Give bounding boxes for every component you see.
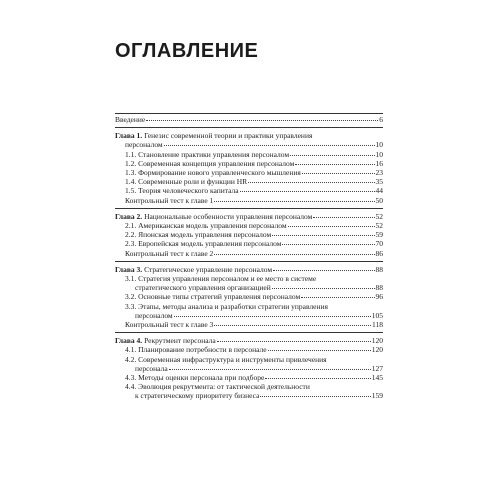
entry-title: 4.1. Планирование потребности в персонале	[125, 345, 267, 355]
entry-page: 127	[371, 363, 383, 373]
entry-title: персоналом	[135, 310, 173, 320]
entry-title: персонала	[135, 363, 168, 373]
top-rule	[115, 113, 383, 114]
toc-entry-1-2	[115, 159, 383, 168]
chapter-label: Глава 3.	[115, 264, 143, 274]
toc-entry-4-2	[115, 364, 383, 373]
entry-page: 105	[371, 310, 383, 320]
leader-dots	[169, 368, 371, 370]
toc-entry-4-3	[115, 373, 383, 382]
leader-dots	[164, 144, 375, 146]
leader-dots	[295, 163, 374, 165]
entry-page: 50	[375, 195, 383, 205]
entry-page: 120	[371, 345, 383, 355]
entry-title: к стратегическому приоритету бизнеса	[135, 391, 260, 401]
leader-dots	[214, 253, 374, 255]
chapter-3-title	[115, 265, 383, 274]
entry-title: Введение	[115, 115, 146, 124]
toc-entry-3-3-line1: 3.3. Этапы, методы анализа и разработки стратегии управления	[125, 301, 328, 311]
leader-dots	[265, 377, 370, 379]
chapter-title-line2: персоналом	[125, 140, 163, 150]
toc-entry-4-2-line1: 4.2. Современная инфраструктура и инструменты привлечения	[125, 354, 327, 364]
leader-dots	[214, 200, 374, 202]
leader-dots	[301, 296, 374, 298]
chapter-label: Глава 1.	[115, 131, 143, 141]
leader-dots	[214, 324, 371, 326]
chapter-1-title-cont	[115, 140, 383, 149]
entry-page: 145	[371, 373, 383, 383]
toc-entry-4-1	[115, 345, 383, 354]
toc-entry-4-4-line1: 4.4. Эволюция рекрутмента: от тактической деятельности	[125, 382, 310, 392]
toc-entry-intro	[115, 115, 383, 124]
entry-page: 35	[375, 177, 383, 187]
entry-page: 10	[375, 140, 383, 150]
toc-entry-3-1	[115, 283, 383, 292]
entry-page: 52	[375, 211, 383, 221]
section-rule	[115, 208, 383, 209]
toc-entry-3-1-line1: 3.1. Стратегия управления персоналом и ее место в системе	[125, 274, 317, 284]
toc-entry-2-2	[115, 230, 383, 239]
entry-page: 96	[375, 292, 383, 302]
entry-page: 88	[375, 264, 383, 274]
chapter-1-title	[115, 131, 383, 140]
entry-title: 1.1. Становление практики управления персоналом	[125, 149, 290, 159]
entry-title: 2.3. Европейская модель управления персоналом	[125, 239, 282, 249]
leader-dots	[302, 172, 375, 174]
leader-dots	[272, 287, 375, 289]
toc-entry-2-3	[115, 239, 383, 248]
entry-title: Контрольный тест к главе 1	[125, 195, 214, 205]
chapter-2-title	[115, 212, 383, 221]
leader-dots	[240, 190, 375, 192]
entry-title: 2.1. Американская модель управления персоналом	[125, 221, 287, 231]
chapter-label: Глава 2.	[115, 211, 143, 221]
leader-dots	[290, 154, 374, 156]
toc-entry-3-2	[115, 292, 383, 301]
toc-entry-test-2	[115, 249, 383, 258]
leader-dots	[146, 119, 378, 121]
entry-page: 59	[375, 230, 383, 240]
entry-page: 159	[371, 391, 383, 401]
page-title: ОГЛАВЛЕНИЕ	[115, 40, 259, 62]
toc-entry-test-3	[115, 320, 383, 329]
toc-entry-3-3	[115, 311, 383, 320]
chapter-title: Рекрутмент персонала	[144, 336, 216, 346]
chapter-4-title	[115, 336, 383, 345]
toc-entry-1-1	[115, 150, 383, 159]
leader-dots	[272, 234, 374, 236]
entry-title: 1.4. Современные роли и функции HR	[125, 177, 248, 187]
chapter-label: Глава 4.	[115, 336, 143, 346]
entry-title: 3.2. Основные типы стратегий управления персоналом	[125, 292, 301, 302]
entry-page: 88	[375, 283, 383, 293]
leader-dots	[268, 349, 371, 351]
chapter-title-line1: Генезис современной теории и практики управления	[144, 131, 313, 141]
entry-page: 23	[375, 168, 383, 178]
entry-title: 1.5. Теория человеческого капитала	[125, 186, 239, 196]
leader-dots	[288, 225, 375, 227]
entry-page: 86	[375, 248, 383, 258]
entry-title: 1.2. Современная концепция управления персоналом	[125, 158, 295, 168]
toc-entry-1-5	[115, 186, 383, 195]
entry-page: 52	[375, 221, 383, 231]
leader-dots	[217, 340, 371, 342]
leader-dots	[313, 216, 374, 218]
table-of-contents	[115, 113, 383, 401]
entry-page: 44	[375, 186, 383, 196]
entry-page: 118	[372, 320, 383, 330]
entry-title: Контрольный тест к главе 2	[125, 248, 214, 258]
entry-title: 1.3. Формирование нового управленческого мышления	[125, 168, 301, 178]
toc-entry-test-1	[115, 196, 383, 205]
entry-page: 10	[375, 149, 383, 159]
section-rule	[115, 332, 383, 333]
chapter-title: Стратегическое управление персоналом	[144, 264, 273, 274]
leader-dots	[260, 395, 370, 397]
toc-entry-1-4	[115, 177, 383, 186]
toc-entry-4-4	[115, 391, 383, 400]
leader-dots	[174, 315, 371, 317]
entry-page: 16	[375, 158, 383, 168]
section-rule	[115, 261, 383, 262]
entry-page: 6	[379, 115, 383, 124]
chapter-title: Национальные особенности управления персоналом	[144, 211, 313, 221]
leader-dots	[273, 269, 374, 271]
entry-title: Контрольный тест к главе 3	[125, 320, 214, 330]
entry-title: стратегического управления организацией	[135, 283, 271, 293]
leader-dots	[282, 243, 374, 245]
leader-dots	[248, 181, 374, 183]
toc-entry-2-1	[115, 221, 383, 230]
entry-page: 120	[371, 336, 383, 346]
entry-title: 2.2. Японская модель управления персоналом	[125, 230, 272, 240]
entry-title: 4.3. Методы оценки персонала при подборе	[125, 373, 265, 383]
section-rule	[115, 127, 383, 128]
toc-entry-1-3	[115, 168, 383, 177]
entry-page: 70	[375, 239, 383, 249]
